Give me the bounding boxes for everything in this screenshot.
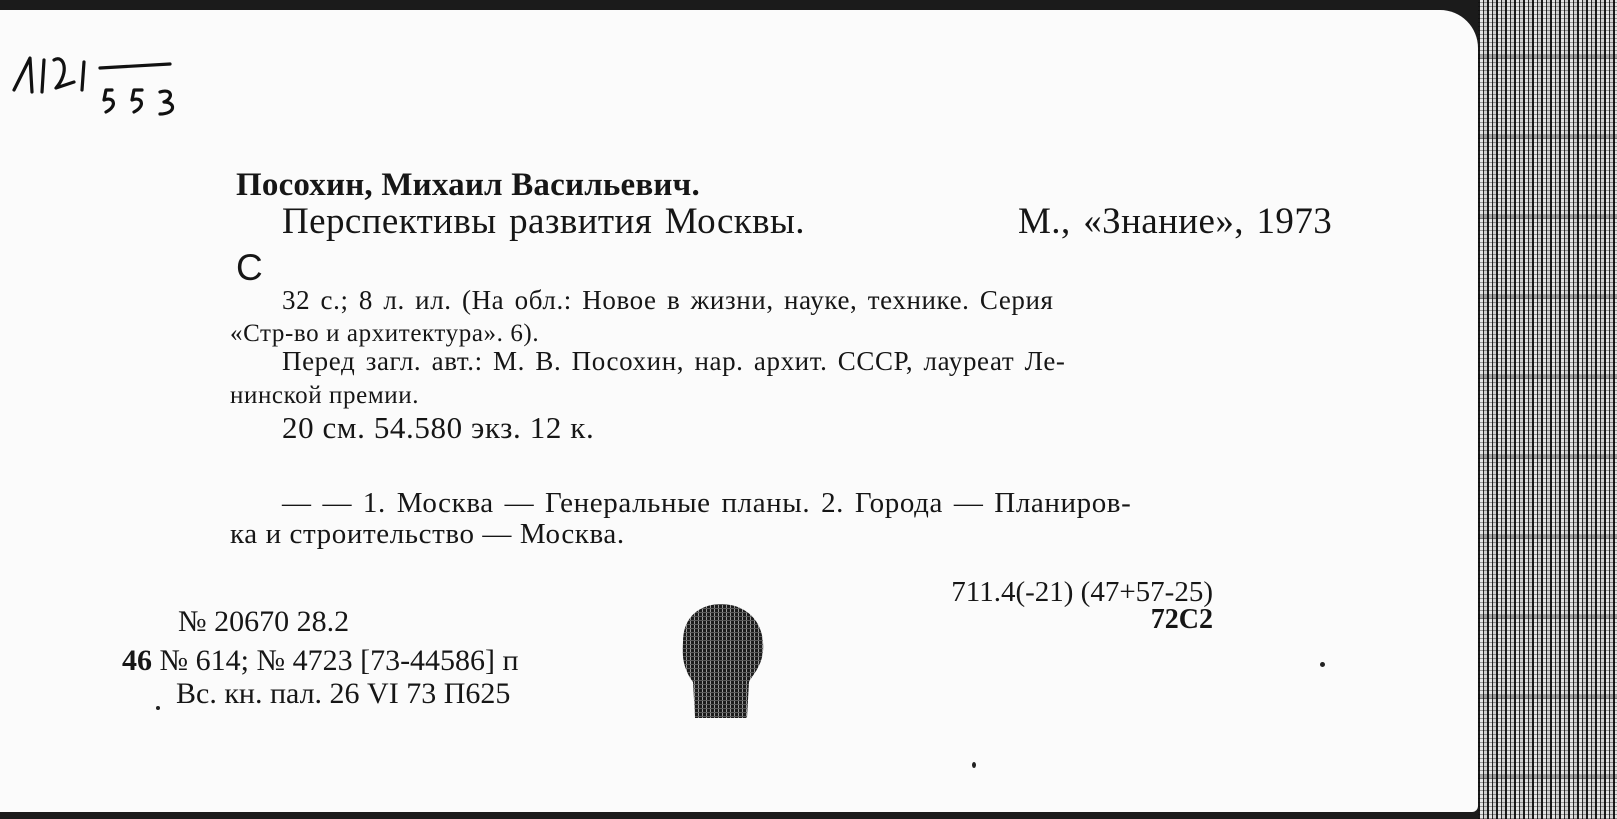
- handwritten-number-signature: [8, 32, 218, 122]
- description-line: 32 с.; 8 л. ил. (На обл.: Новое в жизни, науке, технике. Серия: [282, 285, 1054, 315]
- library-stamp-icon: [673, 602, 769, 720]
- physical-description: 20 см. 54.580 экз. 12 к.: [282, 410, 595, 445]
- ink-speck: [1320, 662, 1325, 667]
- book-chamber-record: Вс. кн. пал. 26 VI 73 П625: [176, 677, 511, 710]
- description-line: «Стр-во и архитектура». 6).: [230, 320, 540, 347]
- udc-index: 711.4(-21) (47+57-25): [951, 576, 1213, 608]
- ink-speck: [972, 762, 976, 768]
- shelf-mark: С: [236, 247, 263, 288]
- subject-headings: — — 1. Москва — Генеральные планы. 2. Города — Планиров-: [282, 487, 1132, 519]
- author-heading: Посохин, Михаил Васильевич.: [236, 167, 700, 203]
- imprint: М., «Знание», 1973: [1018, 201, 1333, 242]
- subject-headings-continued: ка и строительство — Москва.: [230, 518, 625, 550]
- bbk-index: 72С2: [1150, 604, 1213, 635]
- registration-number: № 20670 28.2: [178, 605, 350, 638]
- catalog-card: [0, 10, 1478, 812]
- description-line: Перед загл. авт.: М. В. Посохин, нар. архит. СССР, лауреат Ле-: [282, 346, 1066, 376]
- book-title: Перспективы развития Москвы.: [282, 201, 805, 242]
- order-text: № 614; № 4723 [73-44586] п: [152, 644, 519, 677]
- order-prefix: 46: [122, 644, 152, 677]
- order-numbers: [122, 644, 519, 678]
- ink-speck: [156, 706, 160, 710]
- scanner-edge-bands: [1478, 0, 1617, 819]
- description-line: нинской премии.: [230, 382, 420, 409]
